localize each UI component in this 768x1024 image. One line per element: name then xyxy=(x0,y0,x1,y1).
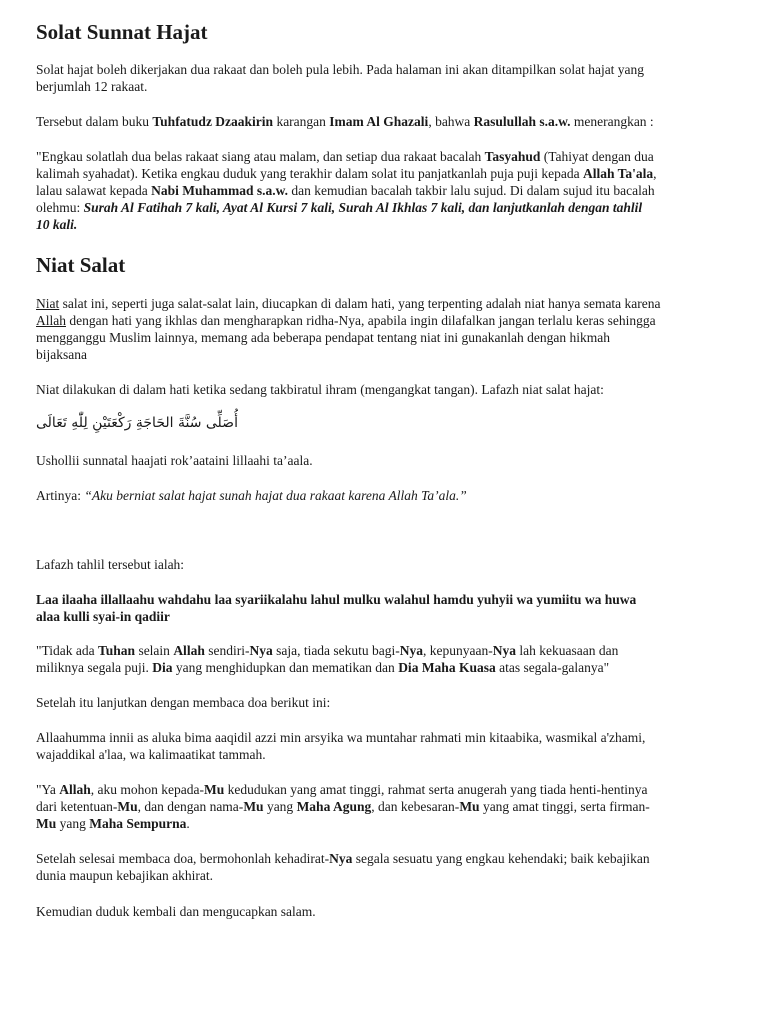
niat-line-3: mengganggu Muslim lainnya, memang ada beberapa pendapat tentang niat ini gunakanlah dengan hikmah xyxy=(36,330,610,345)
quote-line-4: olehmu: Surah Al Fatihah 7 kali, Ayat Al Kursi 7 kali, Surah Al Ikhlas 7 kali, dan lanjutkanlah dengan tahlil xyxy=(36,200,643,215)
closing-line-1: Setelah selesai membaca doa, bermohonlah kehadirat-Nya segala sesuatu yang engkau kehendaki; baik kebajikan xyxy=(36,851,650,866)
niat-line-1: Niat salat ini, seperti juga salat-salat lain, diucapkan di dalam hati, yang terpenting adalah niat hanya semata karena xyxy=(36,296,661,311)
doa-intro: Setelah itu lanjutkan dengan membaca doa berikut ini: xyxy=(36,695,331,710)
niat-line-2: Allah dengan hati yang ikhlas dan mengharapkan ridha-Nya, apabila ingin dilafalkan jangan terlalu keras sehingga xyxy=(36,313,656,328)
tahlil-meaning-line-1: "Tidak ada Tuhan selain Allah sendiri-Nya saja, tiada sekutu bagi-Nya, kepunyaan-Nya lah kekuasaan dan xyxy=(36,643,619,658)
tahlil-arabic-line-1: Laa ilaaha illallaahu wahdahu laa syariikalahu lahul mulku walahul hamdu yuhyii wa yumiitu wa huwa xyxy=(36,592,637,607)
doa-arabic-line-1: Allaahumma innii as aluka bima aaqidil azzi min arsyika wa muntahar rahmati min kitaabika, wasmikal a'zhami, xyxy=(36,730,646,745)
artinya-line: Artinya: “Aku berniat salat hajat sunah hajat dua rakaat karena Allah Ta’ala.” xyxy=(36,488,467,503)
niat-instruction: Niat dilakukan di dalam hati ketika sedang takbiratul ihram (mengangkat tangan). Lafazh niat salat hajat: xyxy=(36,382,604,397)
quote-line-1: "Engkau solatlah dua belas rakaat siang atau malam, dan setiap dua rakaat bacalah Tasyahud (Tahiyat dengan dua xyxy=(36,149,654,164)
quote-line-5: 10 kali. xyxy=(36,217,78,232)
allah-link[interactable]: Allah xyxy=(36,313,66,328)
intro-line-1: Solat hajat boleh dikerjakan dua rakaat dan boleh pula lebih. Pada halaman ini akan ditampilkan solat hajat yang xyxy=(36,62,645,77)
tahlil-arabic-line-2: alaa kulli syai-in qadiir xyxy=(36,609,170,624)
intro-line-2: berjumlah 12 rakaat. xyxy=(36,79,148,94)
closing-line-2: dunia maupun kebajikan akhirat. xyxy=(36,868,213,883)
niat-link[interactable]: Niat xyxy=(36,296,60,311)
quote-line-2: kalimah syahadat). Ketika engkau duduk yang terakhir dalam solat itu panjatkanlah puja puji kepada Allah Ta'ala, xyxy=(36,166,657,181)
doa-meaning-line-2: dari ketentuan-Mu, dan dengan nama-Mu yang Maha Agung, dan kebesaran-Mu yang amat tinggi, serta firman- xyxy=(36,799,650,814)
page-title: Solat Sunnat Hajat xyxy=(36,20,208,44)
closing-line-3: Kemudian duduk kembali dan mengucapkan salam. xyxy=(36,904,316,919)
tahlil-meaning-line-2: miliknya segala puji. Dia yang menghidupkan dan mematikan dan Dia Maha Kuasa atas segala-galanya" xyxy=(36,660,610,675)
section-heading-niat: Niat Salat xyxy=(36,253,126,277)
doa-meaning-line-3: Mu yang Maha Sempurna. xyxy=(36,816,190,831)
quote-line-3: lalau salawat kepada Nabi Muhammad s.a.w. dan kemudian bacalah takbir lalu sujud. Di dalam sujud itu bacalah xyxy=(36,183,655,198)
niat-line-4: bijaksana xyxy=(36,347,87,362)
tahlil-intro: Lafazh tahlil tersebut ialah: xyxy=(36,557,185,572)
doa-arabic-line-2: wajaddikal a'laa, wa kalimaatikat tammah. xyxy=(36,747,266,762)
source-paragraph: Tersebut dalam buku Tuhfatudz Dzaakirin karangan Imam Al Ghazali, bahwa Rasulullah s.a.w. menerangkan : xyxy=(36,114,654,129)
arabic-niat-text: أُصَلِّى سُنَّةَ الحَاجَةِ رَكْعَتَيْنِ لِلّٰهِ تَعَالَى xyxy=(36,415,238,431)
transliteration: Ushollii sunnatal haajati rok’aataini lillaahi ta’aala. xyxy=(36,453,313,468)
doa-meaning-line-1: "Ya Allah, aku mohon kepada-Mu kedudukan yang amat tinggi, rahmat serta anugerah yang tiada henti-hentinya xyxy=(36,782,648,797)
